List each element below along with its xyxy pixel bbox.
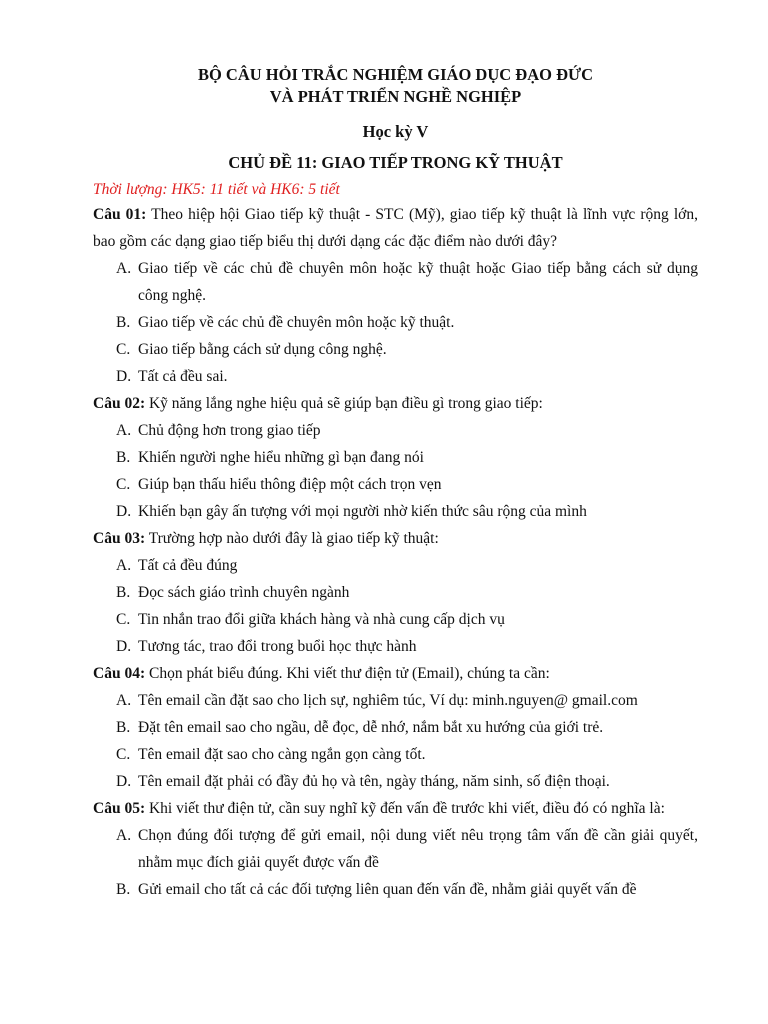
option-letter: B. <box>116 584 131 601</box>
answer-option <box>93 417 698 444</box>
answer-option <box>93 876 698 903</box>
answer-option <box>93 498 698 525</box>
answer-option <box>93 741 698 768</box>
option-text: Chọn đúng đối tượng để gửi email, nội dung viết nêu trọng tâm vấn đề cần giải quyết, nhằm mục đích giải quyết được vấn đề <box>138 827 698 871</box>
question-label: Câu 04: <box>93 665 146 682</box>
question-text <box>93 201 698 255</box>
answer-option <box>93 309 698 336</box>
option-text: Giao tiếp về các chủ đề chuyên môn hoặc kỹ thuật hoặc Giao tiếp bằng cách sử dụng công nghệ. <box>138 260 698 304</box>
question-label: Câu 05: <box>93 800 146 817</box>
option-letter: B. <box>116 881 131 898</box>
option-list <box>93 822 698 903</box>
option-text: Tất cả đều sai. <box>138 368 228 385</box>
answer-option <box>93 552 698 579</box>
option-letter: A. <box>116 260 132 277</box>
question-label: Câu 03: <box>93 530 146 547</box>
option-list <box>93 687 698 795</box>
answer-option <box>93 255 698 309</box>
question-body: Trường hợp nào dưới đây là giao tiếp kỹ thuật: <box>145 530 439 547</box>
question-list <box>93 201 698 903</box>
option-text: Tin nhắn trao đổi giữa khách hàng và nhà cung cấp dịch vụ <box>138 611 505 628</box>
answer-option <box>93 444 698 471</box>
option-list <box>93 255 698 390</box>
answer-option <box>93 633 698 660</box>
topic-heading: CHỦ ĐỀ 11: GIAO TIẾP TRONG KỸ THUẬT <box>228 153 563 172</box>
option-text: Giúp bạn thấu hiểu thông điệp một cách trọn vẹn <box>138 476 442 493</box>
answer-option <box>93 336 698 363</box>
option-letter: D. <box>116 368 132 385</box>
option-text: Khiến người nghe hiểu những gì bạn đang nói <box>138 449 424 466</box>
question-block <box>93 390 698 525</box>
option-letter: A. <box>116 692 132 709</box>
question-body: Theo hiệp hội Giao tiếp kỹ thuật - STC (Mỹ), giao tiếp kỹ thuật là lĩnh vực rộng lớn, bao gồm các dạng giao tiếp biểu thị dưới dạng các đặc điểm nào dưới đây? <box>93 206 698 250</box>
option-text: Chủ động hơn trong giao tiếp <box>138 422 321 439</box>
option-letter: B. <box>116 449 131 466</box>
option-letter: B. <box>116 314 131 331</box>
option-text: Tên email đặt sao cho càng ngắn gọn càng tốt. <box>138 746 426 763</box>
question-block <box>93 660 698 795</box>
question-block <box>93 525 698 660</box>
title-line-1: BỘ CÂU HỎI TRẮC NGHIỆM GIÁO DỤC ĐẠO ĐỨC <box>197 65 594 84</box>
question-block <box>93 795 698 903</box>
option-letter: A. <box>116 827 132 844</box>
title-line-2: VÀ PHÁT TRIỂN NGHỀ NGHIỆP <box>269 87 522 106</box>
option-text: Đọc sách giáo trình chuyên ngành <box>138 584 350 601</box>
question-body: Khi viết thư điện tử, cần suy nghĩ kỹ đến vấn đề trước khi viết, điều đó có nghĩa là: <box>145 800 665 817</box>
duration-note: Thời lượng: HK5: 11 tiết và HK6: 5 tiết <box>93 181 340 198</box>
option-letter: D. <box>116 503 132 520</box>
option-letter: D. <box>116 638 132 655</box>
option-letter: C. <box>116 476 131 493</box>
option-letter: A. <box>116 557 132 574</box>
question-body: Kỹ năng lắng nghe hiệu quả sẽ giúp bạn điều gì trong giao tiếp: <box>145 395 543 412</box>
option-text: Tên email đặt phải có đầy đủ họ và tên, ngày tháng, năm sinh, số điện thoại. <box>138 773 610 790</box>
option-text: Khiến bạn gây ấn tượng với mọi người nhờ kiến thức sâu rộng của mình <box>138 503 587 520</box>
answer-option <box>93 822 698 876</box>
answer-option <box>93 363 698 390</box>
answer-option <box>93 687 698 714</box>
option-letter: C. <box>116 341 131 358</box>
question-text <box>93 795 698 822</box>
option-letter: D. <box>116 773 132 790</box>
semester-heading: Học kỳ V <box>362 122 429 141</box>
answer-option <box>93 714 698 741</box>
question-block <box>93 201 698 390</box>
answer-option <box>93 768 698 795</box>
answer-option <box>93 606 698 633</box>
question-body: Chọn phát biểu đúng. Khi viết thư điện tử (Email), chúng ta cần: <box>145 665 550 682</box>
option-text: Tương tác, trao đổi trong buổi học thực hành <box>138 638 417 655</box>
option-text: Đặt tên email sao cho ngầu, dễ đọc, dễ nhớ, nắm bắt xu hướng của giới trẻ. <box>138 719 604 736</box>
document-title <box>93 64 698 108</box>
question-label: Câu 02: <box>93 395 146 412</box>
answer-option <box>93 579 698 606</box>
option-letter: C. <box>116 746 131 763</box>
option-text: Tất cả đều đúng <box>138 557 238 574</box>
question-text <box>93 525 698 552</box>
answer-option <box>93 471 698 498</box>
option-list <box>93 552 698 660</box>
question-text <box>93 660 698 687</box>
question-text <box>93 390 698 417</box>
option-text: Gửi email cho tất cả các đối tượng liên quan đến vấn đề, nhằm giải quyết vấn đề <box>138 881 637 898</box>
option-letter: A. <box>116 422 132 439</box>
option-letter: B. <box>116 719 131 736</box>
option-text: Giao tiếp về các chủ đề chuyên môn hoặc kỹ thuật. <box>138 314 455 331</box>
option-letter: C. <box>116 611 131 628</box>
option-text: Tên email cần đặt sao cho lịch sự, nghiêm túc, Ví dụ: minh.nguyen@ gmail.com <box>138 692 638 709</box>
option-list <box>93 417 698 525</box>
question-label: Câu 01: <box>93 206 147 223</box>
option-text: Giao tiếp bằng cách sử dụng công nghệ. <box>138 341 387 358</box>
